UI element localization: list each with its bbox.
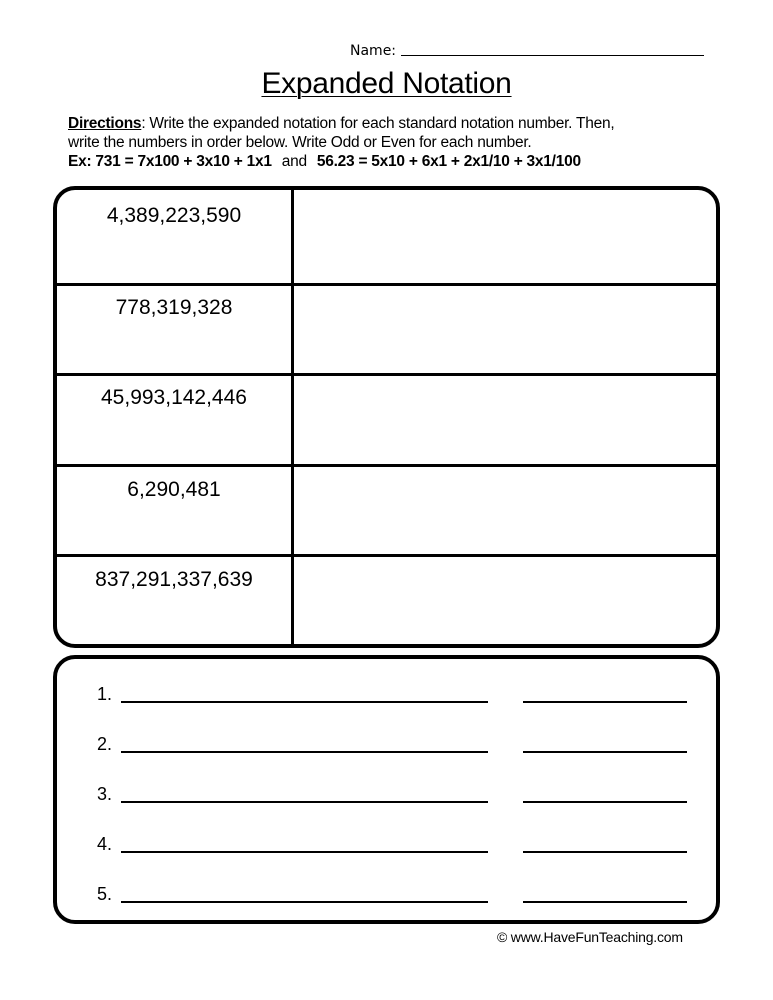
expanded-answer-cell-5[interactable] xyxy=(294,557,716,644)
order-label-2: 2. xyxy=(97,734,113,754)
order-row-3 xyxy=(57,784,716,814)
name-label: Name: xyxy=(350,43,397,59)
expanded-answer-cell-3[interactable] xyxy=(294,376,716,464)
example-line xyxy=(68,152,748,171)
order-number-line-5[interactable] xyxy=(121,901,488,903)
order-label-3: 3. xyxy=(97,784,113,804)
order-row-5 xyxy=(57,884,716,914)
expanded-answer-cell-1[interactable] xyxy=(294,190,716,283)
copyright-footer: © www.HaveFunTeaching.com xyxy=(497,929,683,945)
order-row-2 xyxy=(57,734,716,764)
order-label-1: 1. xyxy=(97,684,113,704)
directions-label: Directions xyxy=(68,115,142,132)
order-number-line-2[interactable] xyxy=(121,751,488,753)
odd-even-line-4[interactable] xyxy=(523,851,687,853)
standard-number-3: 45,993,142,446 xyxy=(101,386,247,409)
name-input-line[interactable] xyxy=(401,55,704,56)
page-title: Expanded Notation xyxy=(261,67,512,100)
order-number-line-4[interactable] xyxy=(121,851,488,853)
expanded-notation-table xyxy=(53,186,720,648)
odd-even-line-1[interactable] xyxy=(523,701,687,703)
order-number-line-1[interactable] xyxy=(121,701,488,703)
odd-even-line-5[interactable] xyxy=(523,901,687,903)
order-number-line-3[interactable] xyxy=(121,801,488,803)
order-row-1 xyxy=(57,684,716,714)
example-joiner: and xyxy=(281,153,307,170)
order-answer-box xyxy=(53,655,720,924)
order-label-4: 4. xyxy=(97,834,113,854)
standard-number-2: 778,319,328 xyxy=(115,296,233,319)
directions-text-line2: write the numbers in order below. Write Odd or Even for each number. xyxy=(68,134,532,151)
expanded-answer-cell-4[interactable] xyxy=(294,467,716,554)
example-2: 56.23 = 5x10 + 6x1 + 2x1/10 + 3x1/100 xyxy=(316,153,581,170)
example-1: Ex: 731 = 7x100 + 3x10 + 1x1 xyxy=(68,153,272,170)
odd-even-line-2[interactable] xyxy=(523,751,687,753)
odd-even-line-3[interactable] xyxy=(523,801,687,803)
expanded-answer-cell-2[interactable] xyxy=(294,286,716,373)
order-row-4 xyxy=(57,834,716,864)
directions xyxy=(68,114,748,171)
standard-number-4: 6,290,481 xyxy=(127,478,221,501)
order-label-5: 5. xyxy=(97,884,113,904)
standard-number-5: 837,291,337,639 xyxy=(95,568,253,591)
directions-text-line1: : Write the expanded notation for each standard notation number. Then, xyxy=(141,115,615,132)
standard-number-1: 4,389,223,590 xyxy=(106,204,242,227)
name-field xyxy=(350,43,704,59)
